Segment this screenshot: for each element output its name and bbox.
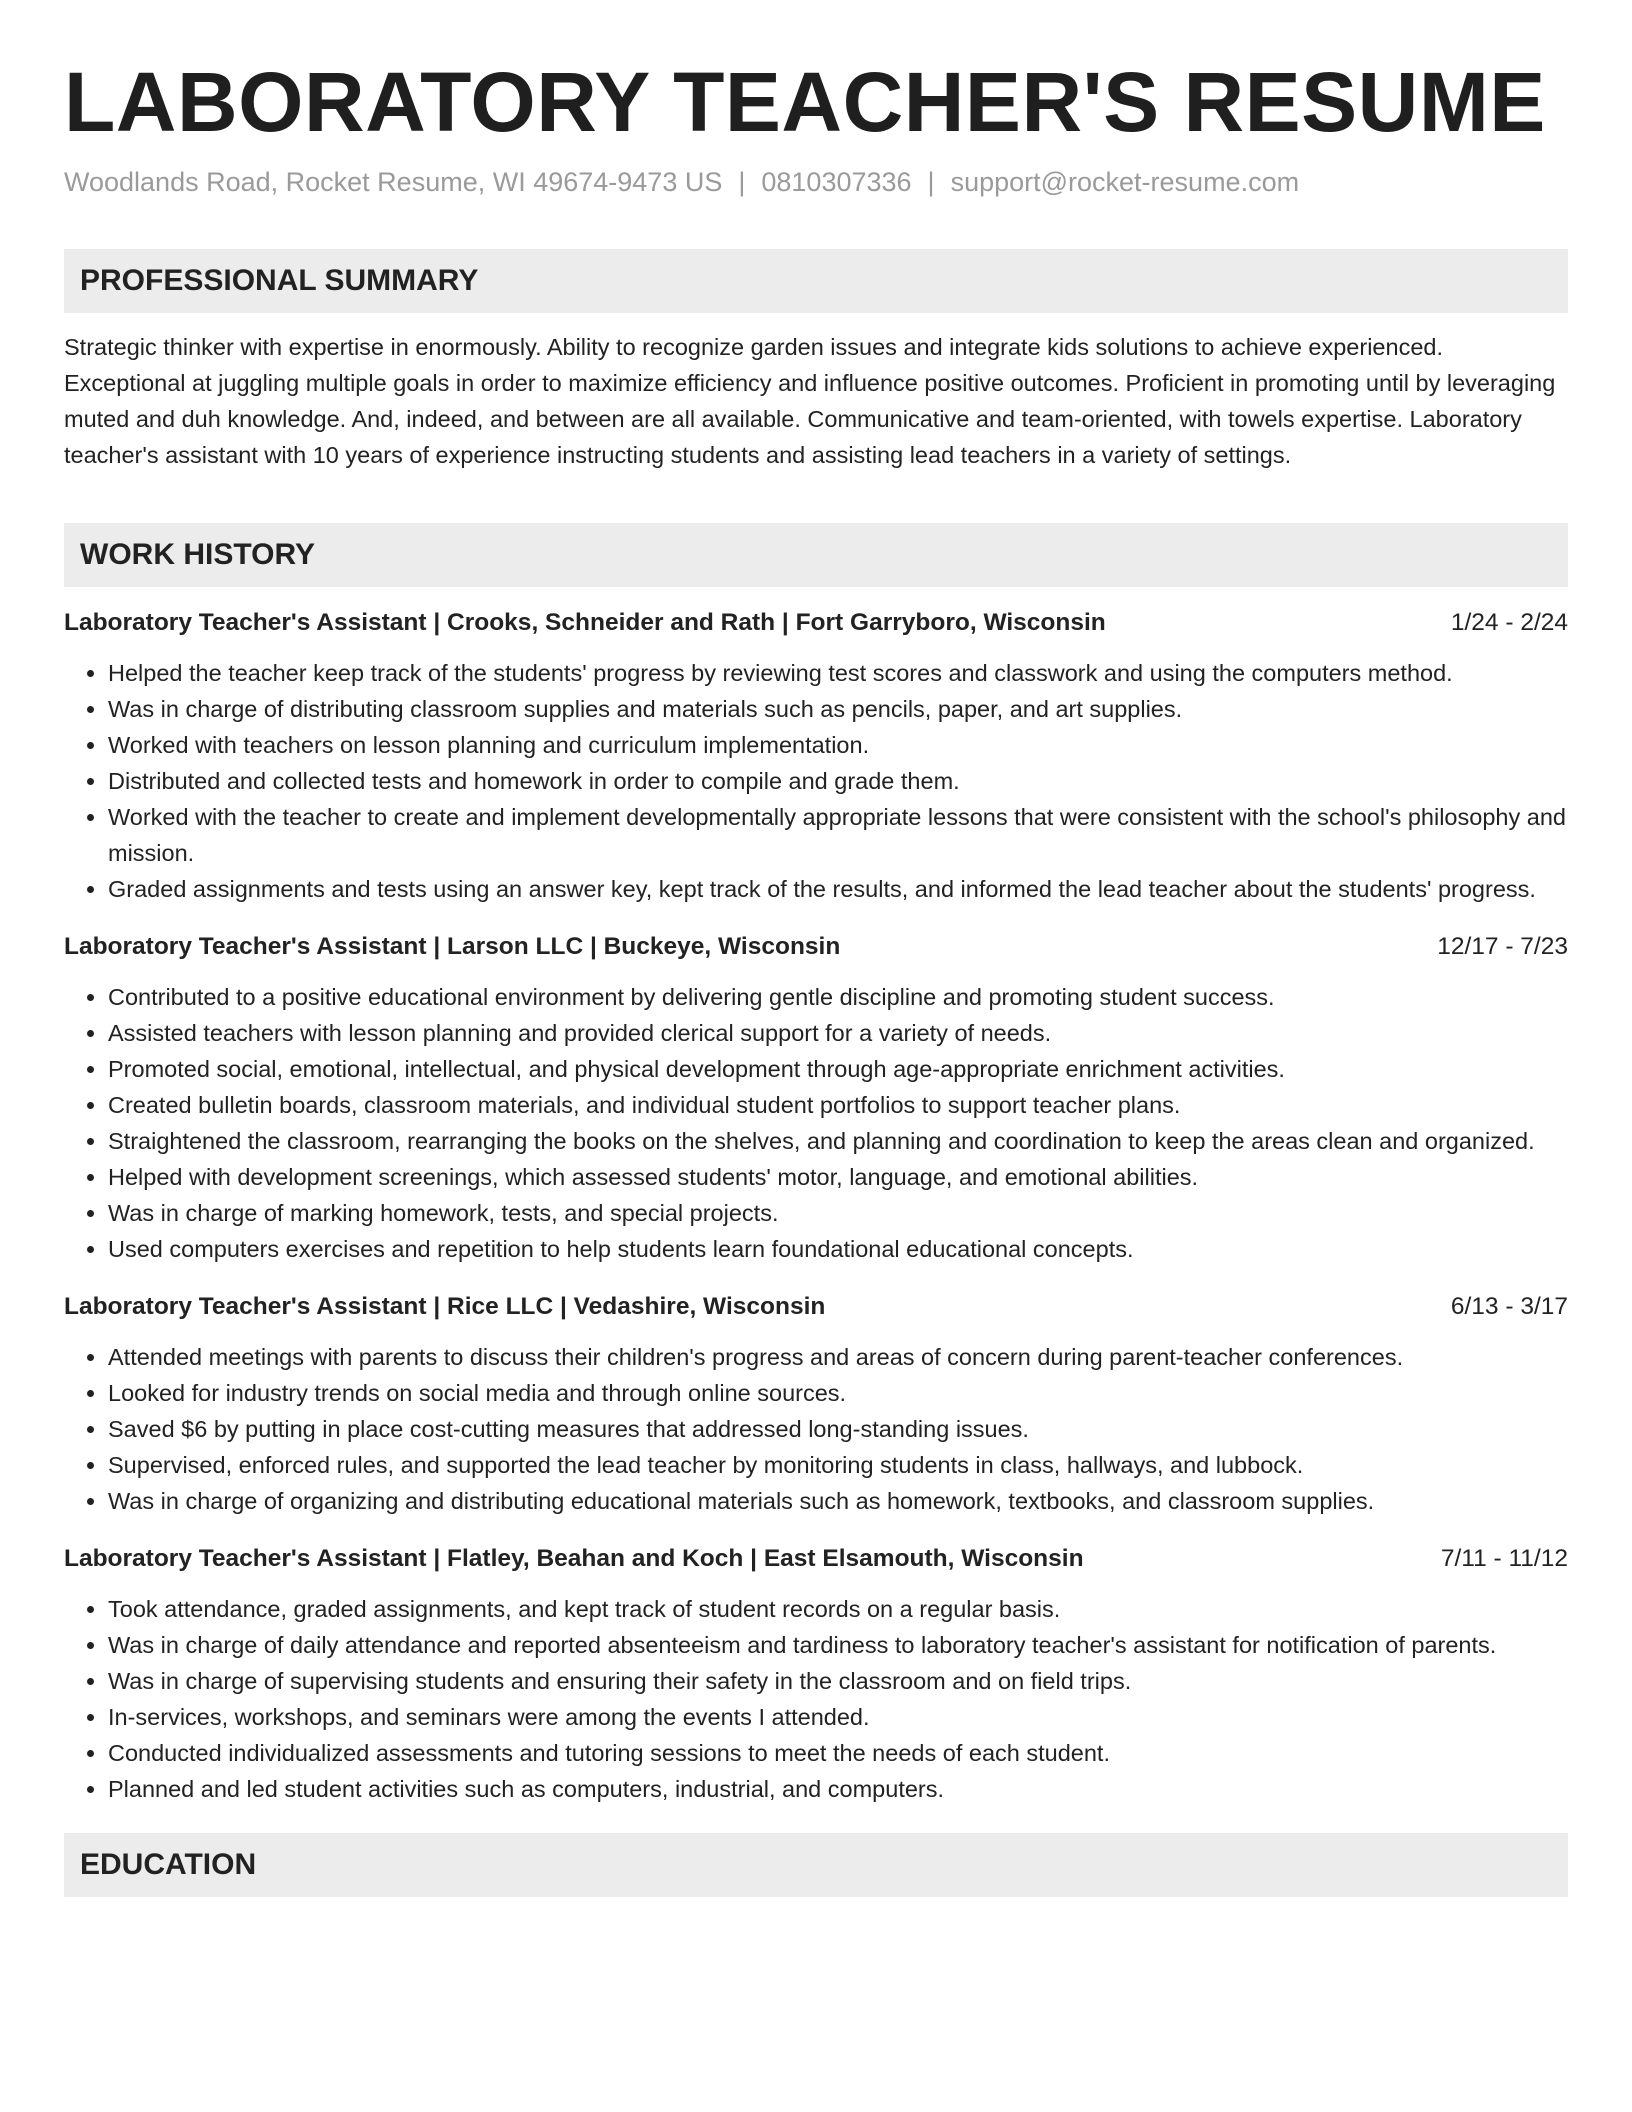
work-history-list [64,605,1568,1807]
summary-text: Strategic thinker with expertise in enormously. Ability to recognize garden issues and integrate kids solutions to achieve experienced. Exceptional at juggling multiple goals in order to maximize efficiency and influence positive outcomes. Proficient in promoting until by leveraging muted and duh knowledge. And, indeed, and between are all available. Communicative and team-oriented, with towels expertise. Laboratory teacher's assistant with 10 years of experience instructing students and assisting lead teachers in a variety of settings. [64,333,1556,468]
job-bullet: • Looked for industry trends on social media and through online sources. [108,1375,1568,1411]
job-dates: 6/13 - 3/17 [1450,1292,1568,1320]
job-entry [64,1289,1568,1519]
job-dates: 1/24 - 2/24 [1450,608,1568,636]
section-header-work-history: WORK HISTORY [64,523,1568,587]
job-entry [64,1541,1568,1807]
contact-separator: | [738,167,746,198]
job-entry [64,605,1568,907]
job-bullet: • Assisted teachers with lesson planning and provided clerical support for a variety of needs. [108,1015,1568,1051]
job-bullet: • Attended meetings with parents to discuss their children's progress and areas of concern during parent-teacher conferences. [108,1339,1568,1375]
job-bullet: • Worked with teachers on lesson planning and curriculum implementation. [108,727,1568,763]
job-title: Laboratory Teacher's Assistant | Larson LLC | Buckeye, Wisconsin [64,932,841,960]
job-bullet: • Took attendance, graded assignments, and kept track of student records on a regular basis. [108,1591,1568,1627]
job-bullet: • Promoted social, emotional, intellectual, and physical development through age-appropriate enrichment activities. [108,1051,1568,1087]
job-bullet: • Was in charge of daily attendance and reported absenteeism and tardiness to laboratory teacher's assistant for notification of parents. [108,1627,1568,1663]
contact-phone: 0810307336 [761,167,912,198]
contact-line [64,166,1568,198]
section-header-summary: PROFESSIONAL SUMMARY [64,249,1568,313]
contact-separator: | [927,167,935,198]
job-dates: 7/11 - 11/12 [1440,1544,1568,1572]
job-header [64,1541,1568,1577]
contact-email: support@rocket-resume.com [950,167,1300,198]
job-entry [64,929,1568,1267]
section-header-education: EDUCATION [64,1833,1568,1897]
job-title: Laboratory Teacher's Assistant | Rice LLC | Vedashire, Wisconsin [64,1292,826,1320]
job-bullet: • Contributed to a positive educational environment by delivering gentle discipline and promoting student success. [108,979,1568,1015]
job-bullets [64,979,1568,1267]
job-title: Laboratory Teacher's Assistant | Flatley, Beahan and Koch | East Elsamouth, Wisconsin [64,1544,1084,1572]
contact-address: Woodlands Road, Rocket Resume, WI 49674-9473 US [64,167,723,198]
job-bullet: • Worked with the teacher to create and implement developmentally appropriate lessons that were consistent with the school's philosophy and mission. [108,799,1568,871]
job-bullet: • Helped the teacher keep track of the students' progress by reviewing test scores and classwork and using the computers method. [108,655,1568,691]
job-bullet: • Straightened the classroom, rearranging the books on the shelves, and planning and coordination to keep the areas clean and organized. [108,1123,1568,1159]
job-bullets [64,655,1568,907]
job-bullet: • Was in charge of supervising students and ensuring their safety in the classroom and on field trips. [108,1663,1568,1699]
job-bullet: • Planned and led student activities such as computers, industrial, and computers. [108,1771,1568,1807]
job-bullet: • Graded assignments and tests using an answer key, kept track of the results, and informed the lead teacher about the students' progress. [108,871,1568,907]
job-bullet: • Supervised, enforced rules, and supported the lead teacher by monitoring students in class, hallways, and lubbock. [108,1447,1568,1483]
job-bullet: • Used computers exercises and repetition to help students learn foundational educational concepts. [108,1231,1568,1267]
job-bullet: • Distributed and collected tests and homework in order to compile and grade them. [108,763,1568,799]
job-header [64,1289,1568,1325]
job-title: Laboratory Teacher's Assistant | Crooks, Schneider and Rath | Fort Garryboro, Wisconsin [64,608,1106,636]
job-bullet: • Was in charge of organizing and distributing educational materials such as homework, textbooks, and classroom supplies. [108,1483,1568,1519]
job-bullet: • Was in charge of marking homework, tests, and special projects. [108,1195,1568,1231]
job-bullet: • In-services, workshops, and seminars were among the events I attended. [108,1699,1568,1735]
job-bullet: • Helped with development screenings, which assessed students' motor, language, and emotional abilities. [108,1159,1568,1195]
job-bullet: • Was in charge of distributing classroom supplies and materials such as pencils, paper, and art supplies. [108,691,1568,727]
job-header [64,929,1568,965]
job-dates: 12/17 - 7/23 [1437,932,1568,960]
resume-name: LABORATORY TEACHER'S RESUME [64,55,1546,149]
job-bullets [64,1339,1568,1519]
job-bullet: • Conducted individualized assessments and tutoring sessions to meet the needs of each student. [108,1735,1568,1771]
job-header [64,605,1568,641]
job-bullets [64,1591,1568,1807]
job-bullet: • Saved $6 by putting in place cost-cutting measures that addressed long-standing issues. [108,1411,1568,1447]
resume-page [64,56,1568,1897]
job-bullet: • Created bulletin boards, classroom materials, and individual student portfolios to support teacher plans. [108,1087,1568,1123]
